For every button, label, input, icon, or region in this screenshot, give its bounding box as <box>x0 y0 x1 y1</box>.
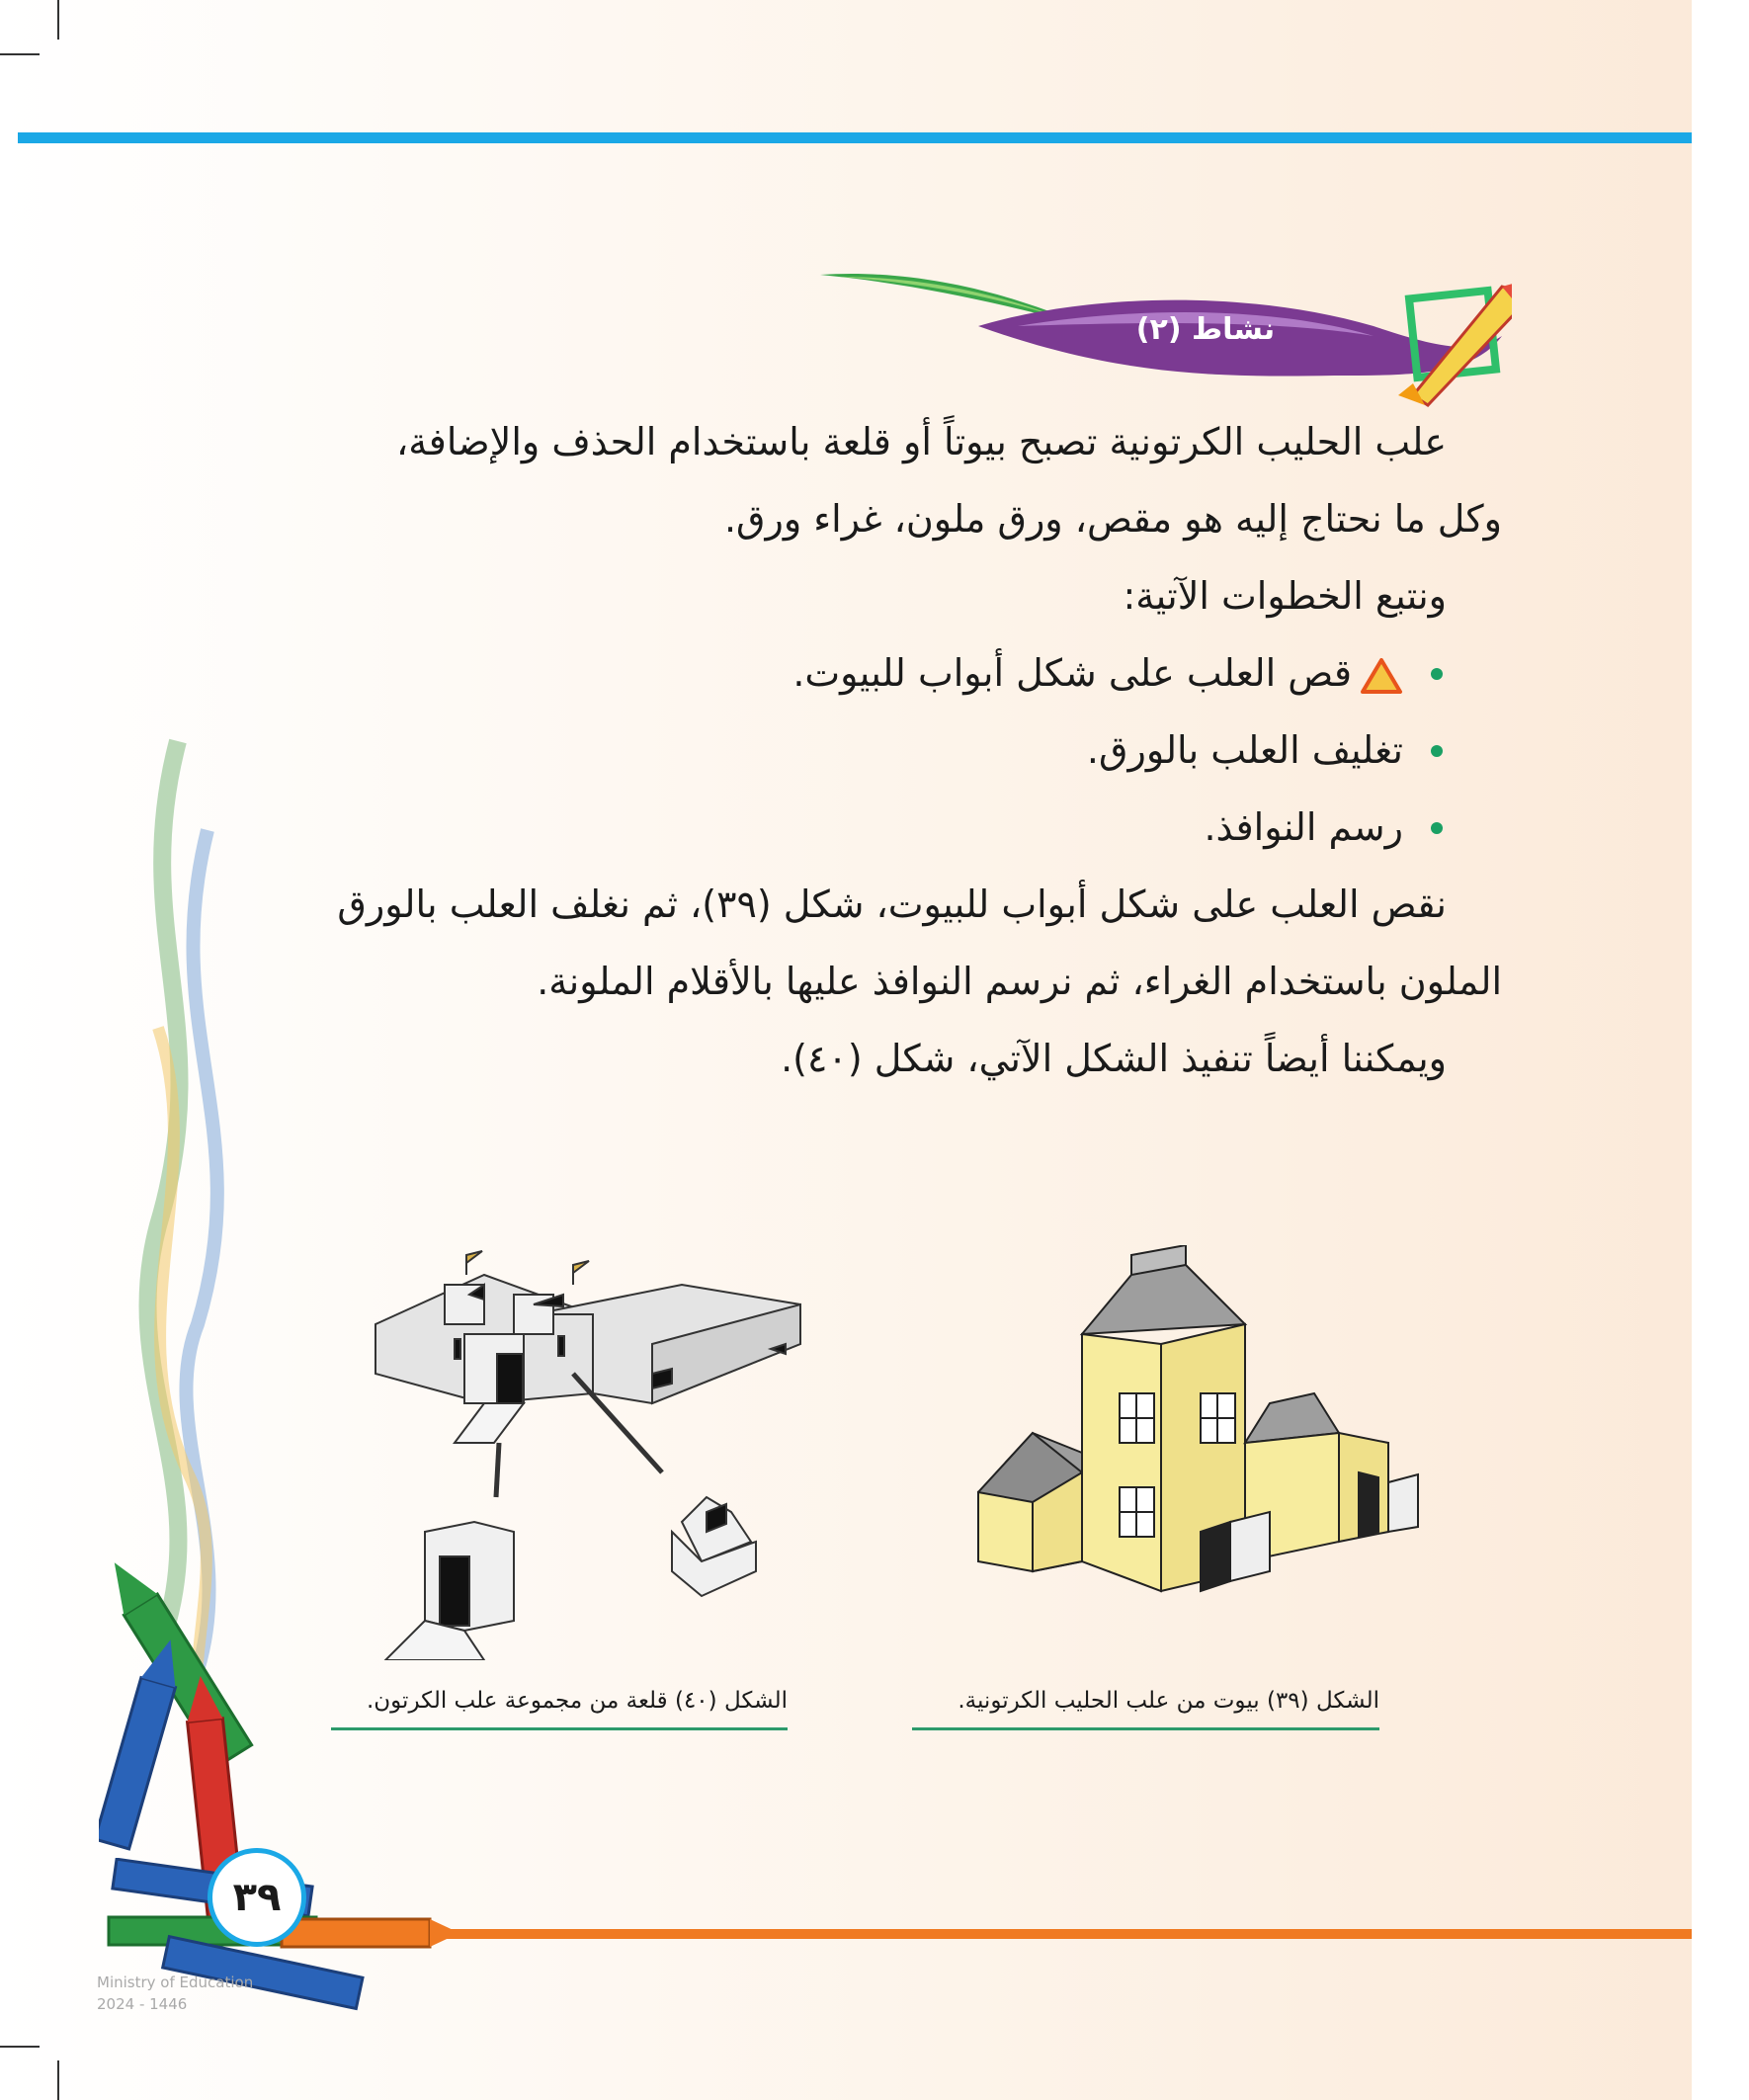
crop-mark <box>57 0 59 40</box>
step-text: تغليف العلب بالورق. <box>1086 728 1403 772</box>
warning-triangle-icon <box>1360 657 1403 695</box>
figure-39-houses <box>973 1245 1448 1611</box>
paragraph: وكل ما نحتاج إليه هو مقص، ورق ملون، غراء ورق. <box>723 497 1502 541</box>
page-number: ٣٩ <box>208 1848 306 1947</box>
decorative-crayons <box>99 731 316 2016</box>
bullet-dot <box>1431 822 1443 834</box>
figure-40-castle <box>366 1245 810 1660</box>
step-text: رسم النوافذ. <box>1204 805 1403 849</box>
list-item <box>287 634 1443 712</box>
bullet-dot <box>1431 745 1443 757</box>
crop-mark <box>57 2060 59 2100</box>
list-item <box>287 789 1443 866</box>
steps-list <box>287 634 1502 866</box>
top-rule <box>18 132 1692 143</box>
steps-heading: ونتبع الخطوات الآتية: <box>1123 574 1447 618</box>
paragraph: نقص العلب على شكل أبواب للبيوت، شكل (٣٩)، ثم نغلف العلب بالورق <box>337 882 1447 926</box>
bottom-rule <box>435 1929 1692 1939</box>
page-margin <box>1692 0 1749 2100</box>
ministry-watermark <box>97 1972 253 2015</box>
figure-39-caption: الشكل (٣٩) بيوت من علب الحليب الكرتونية. <box>912 1688 1379 1730</box>
ministry-year: 2024 - 1446 <box>97 1995 188 2013</box>
crop-mark <box>0 53 40 55</box>
crop-mark <box>0 2046 40 2048</box>
figure-40-caption: الشكل (٤٠) قلعة من مجموعة علب الكرتون. <box>331 1688 788 1730</box>
paragraph: الملون باستخدام الغراء، ثم نرسم النوافذ عليها بالأقلام الملونة. <box>537 960 1502 1003</box>
paragraph: ويمكننا أيضاً تنفيذ الشكل الآتي، شكل (٤٠). <box>781 1037 1447 1080</box>
step-text: قص العلب على شكل أبواب للبيوت. <box>792 651 1352 695</box>
activity-title: نشاط (٢) <box>1135 312 1276 347</box>
ministry-name: Ministry of Education <box>97 1974 254 1991</box>
activity-body <box>287 403 1502 1097</box>
rocket-icon <box>1398 281 1512 405</box>
bullet-dot <box>1431 668 1443 680</box>
list-item <box>287 712 1443 789</box>
paragraph: علب الحليب الكرتونية تصبح بيوتاً أو قلعة باستخدام الحذف والإضافة، <box>396 420 1447 463</box>
